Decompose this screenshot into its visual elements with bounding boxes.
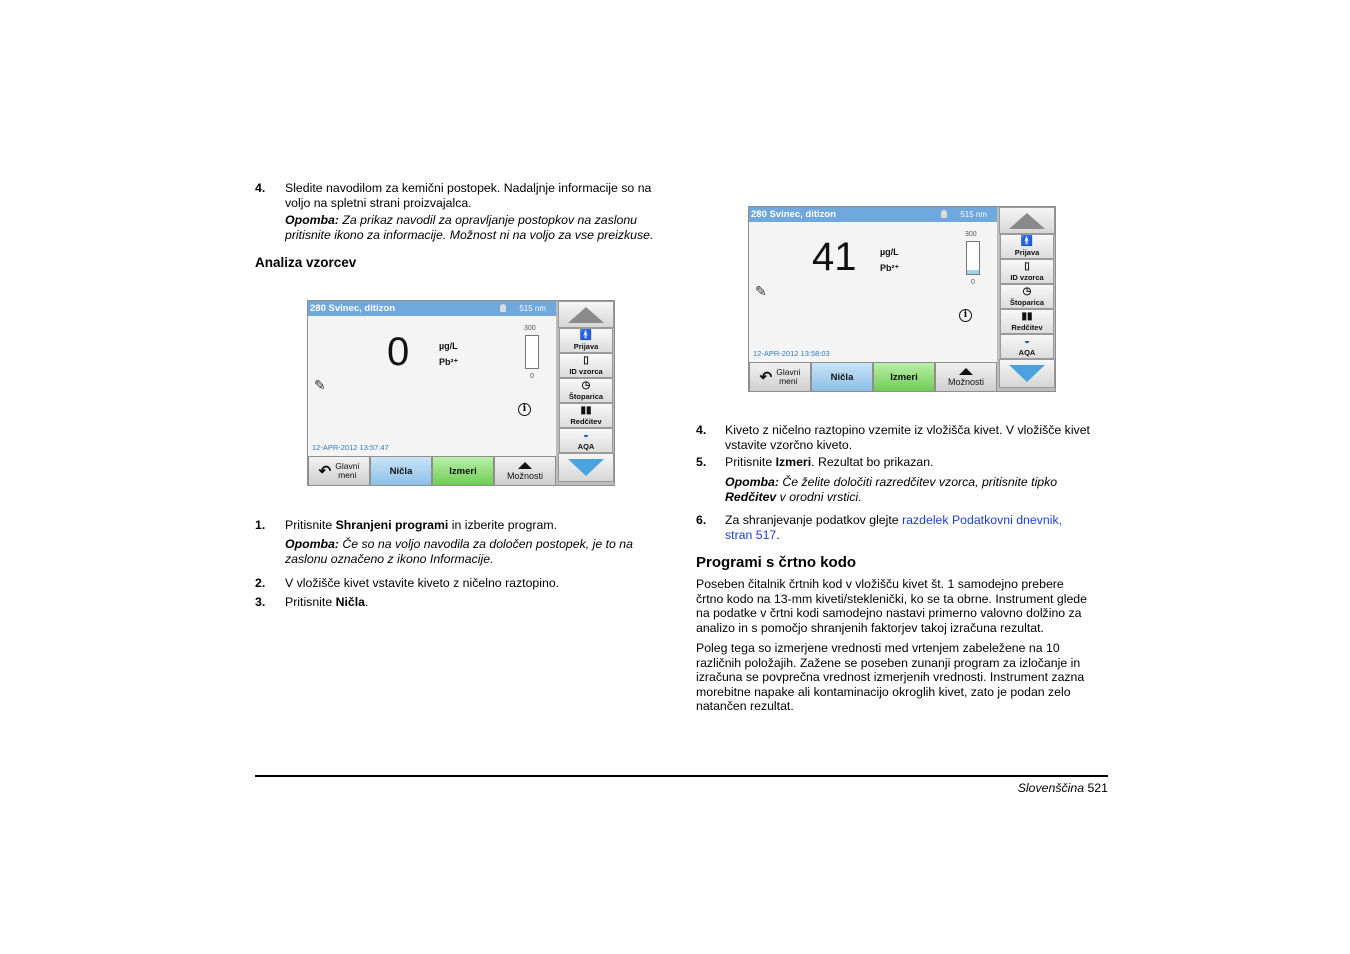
note-text: Če želite določiti razredčitev vzorca, pritisnite tipko	[778, 475, 1058, 489]
info-icon[interactable]: i	[518, 403, 531, 416]
step-text-line: voljo na spletni strani proizvajalca.	[285, 195, 472, 210]
zero-button[interactable]: Ničla	[370, 456, 432, 486]
person-icon: 🚹	[1020, 236, 1034, 247]
globe-icon: ◒	[1023, 336, 1031, 347]
note-text: Za prikaz navodil za opravljanje postopkov na zaslonu	[338, 213, 638, 227]
main-menu-button[interactable]	[749, 362, 811, 392]
section-heading-analiza: Analiza vzorcev	[255, 255, 357, 270]
aqa-button[interactable]: ◒ AQA	[1000, 334, 1054, 359]
measure-button[interactable]: Izmeri	[873, 362, 935, 392]
level-bar	[525, 335, 539, 369]
section-heading-barcode: Programi s črtno kodo	[696, 554, 857, 571]
bold-term: Redčitev	[725, 489, 777, 504]
note-label: Opomba:	[285, 537, 339, 551]
step-text: V vložišče kivet vstavite kiveto z ničelno raztopino.	[285, 576, 560, 590]
timestamp: 12-APR-2012 13:57:47	[312, 443, 389, 452]
bar-max-label: 300	[524, 325, 536, 332]
options-button[interactable]	[494, 456, 556, 486]
button-label: Možnosti	[506, 470, 543, 481]
instrument-screen-zero	[307, 300, 615, 486]
dilution-icon: ▮▮	[580, 405, 592, 416]
scroll-up-button[interactable]	[999, 207, 1055, 234]
up-arrow-icon	[1009, 213, 1045, 229]
side-toolbar	[558, 301, 614, 482]
reading-value: 41	[812, 235, 857, 279]
down-arrow-icon	[1009, 365, 1045, 382]
step-text: Za shranjevanje podatkov glejte razdelek Podatkovni dnevnik, stran 517.	[725, 513, 1063, 542]
person-icon: 🚹	[579, 330, 593, 341]
note	[725, 475, 1057, 504]
level-bar-fill	[967, 270, 979, 274]
options-button[interactable]	[935, 362, 997, 392]
timer-button[interactable]: ◷ Štoparica	[1000, 284, 1054, 309]
step-number: 1.	[255, 518, 266, 532]
globe-icon: ◒	[582, 430, 590, 441]
login-button[interactable]: 🚹 Prijava	[559, 328, 613, 353]
step-text: Kiveto z ničelno raztopino vzemite iz vložišča kivet. V vložišče kivet vstavite vzorčno kiveto.	[725, 423, 1090, 452]
login-button[interactable]: 🚹 Prijava	[1000, 234, 1054, 259]
scroll-up-button[interactable]	[558, 301, 614, 328]
paragraph-barcode-1: Poseben čitalnik črtnih kod v vložišču kivet št. 1 samodejno prebere črtno kodo na 13-mm kiveti/steklenički, ko se ta obrne. Instrument glede na podatke v črtni kodi samodejno nastavi primerno valovno dolžino za analizo in s pomočjo shranjenih faktorjev takoj izračuna rezultat.	[696, 577, 1087, 635]
scroll-down-button[interactable]	[558, 453, 614, 482]
bar-max-label: 300	[965, 231, 977, 238]
step-number: 6.	[696, 513, 707, 527]
edit-icon[interactable]: ✎	[755, 283, 767, 299]
footer-language: Slovenščina	[1017, 781, 1085, 795]
aqa-button[interactable]: ◒ AQA	[559, 428, 613, 453]
bar-min-label: 0	[971, 279, 975, 286]
button-label: Možnosti	[947, 376, 984, 387]
screen-title-bar	[308, 301, 556, 316]
note	[285, 213, 653, 242]
paragraph-barcode-2: Poleg tega so izmerjene vrednosti med vrtenjem zabeležene na 10 različnih položajih. Zažene se poseben zunanji program za izločanje in izračuna se povprečna vrednost izmerjenih vrednosti. Instrument zazna morebitne napake ali kontaminacijo okroglih kivet, zato je podan zelo natančen rezultat.	[696, 641, 1085, 713]
note-text: zaslonu označeno z ikono Informacije.	[285, 551, 494, 566]
bold-term: Izmeri	[775, 455, 812, 469]
step-number: 4.	[255, 181, 266, 195]
lamp-icon	[500, 304, 506, 312]
reading-unit: µg/L	[880, 247, 899, 257]
bold-term: Ničla	[335, 595, 365, 609]
bar-min-label: 0	[530, 373, 534, 380]
vial-icon: ▯	[583, 355, 589, 366]
note-text: Če so na voljo navodila za določen postopek, je to na	[338, 537, 633, 551]
sample-id-button[interactable]: ▯ ID vzorca	[1000, 259, 1054, 284]
reading-unit: µg/L	[439, 341, 458, 351]
level-bar	[966, 241, 980, 275]
step-text: Pritisnite Ničla.	[285, 595, 369, 609]
back-arrow-icon: ↶	[318, 463, 332, 480]
step-text-line: Sledite navodilom za kemični postopek. Nadaljnje informacije so na	[285, 181, 652, 195]
page-footer	[1018, 781, 1108, 796]
edit-icon[interactable]: ✎	[314, 377, 326, 393]
screen-title-bar	[749, 207, 997, 222]
screen-main-area	[308, 301, 556, 456]
reading-value: 0	[387, 330, 410, 374]
scroll-down-button[interactable]	[999, 359, 1055, 388]
step-number: 2.	[255, 576, 266, 590]
note-text: pritisnite ikono za informacije. Možnost ni na voljo za vse preizkuse.	[285, 227, 654, 242]
screen-main-area	[749, 207, 997, 362]
step-number: 5.	[696, 455, 707, 469]
bottom-toolbar	[308, 456, 556, 486]
lamp-icon	[941, 210, 947, 218]
side-toolbar	[999, 207, 1055, 388]
down-arrow-icon	[568, 459, 604, 476]
timer-button[interactable]: ◷ Štoparica	[559, 378, 613, 403]
page-reference-link[interactable]: stran 517	[725, 527, 777, 542]
vial-icon: ▯	[1024, 261, 1030, 272]
stopwatch-icon: ◷	[581, 380, 591, 391]
note	[285, 537, 633, 566]
note-text: v orodni vrstici.	[776, 489, 862, 504]
main-menu-button[interactable]	[308, 456, 370, 486]
info-icon[interactable]: i	[959, 309, 972, 322]
page-number: 521	[1087, 781, 1108, 795]
button-label: meni	[779, 376, 798, 386]
step-text: Pritisnite Shranjeni programi in izberite program.	[285, 518, 557, 532]
back-arrow-icon: ↶	[759, 369, 773, 386]
stopwatch-icon: ◷	[1022, 286, 1032, 297]
button-label: Glavni	[335, 461, 360, 471]
dilution-icon: ▮▮	[1021, 311, 1033, 322]
note-label: Opomba:	[725, 475, 779, 489]
up-triangle-icon	[959, 368, 973, 375]
timestamp: 12-APR-2012 13:58:03	[753, 349, 830, 358]
step-text	[285, 181, 651, 210]
zero-button[interactable]: Ničla	[811, 362, 873, 392]
measure-button[interactable]: Izmeri	[432, 456, 494, 486]
sample-id-button[interactable]: ▯ ID vzorca	[559, 353, 613, 378]
wavelength: 515 nm	[519, 304, 546, 313]
program-title: 280 Svinec, ditizon	[310, 303, 395, 314]
reading-species: Pb²⁺	[880, 263, 900, 273]
step-number: 4.	[696, 423, 707, 437]
bold-term: Shranjeni programi	[335, 518, 449, 532]
wavelength: 515 nm	[960, 210, 987, 219]
up-triangle-icon	[518, 462, 532, 469]
note-label: Opomba:	[285, 213, 339, 227]
program-title: 280 Svinec, ditizon	[751, 209, 836, 220]
bottom-toolbar	[749, 362, 997, 392]
instrument-screen-measure	[748, 206, 1056, 392]
button-label: meni	[338, 470, 357, 480]
footer-rule	[255, 775, 1108, 777]
step-number: 3.	[255, 595, 266, 609]
up-arrow-icon	[568, 307, 604, 323]
dilution-button[interactable]: ▮▮ Redčitev	[559, 403, 613, 428]
button-label: Glavni	[776, 367, 801, 377]
cross-reference-link[interactable]: razdelek Podatkovni dnevnik,	[902, 513, 1063, 527]
reading-species: Pb²⁺	[439, 357, 459, 367]
step-text: Pritisnite Izmeri. Rezultat bo prikazan.	[725, 455, 934, 469]
dilution-button[interactable]: ▮▮ Redčitev	[1000, 309, 1054, 334]
